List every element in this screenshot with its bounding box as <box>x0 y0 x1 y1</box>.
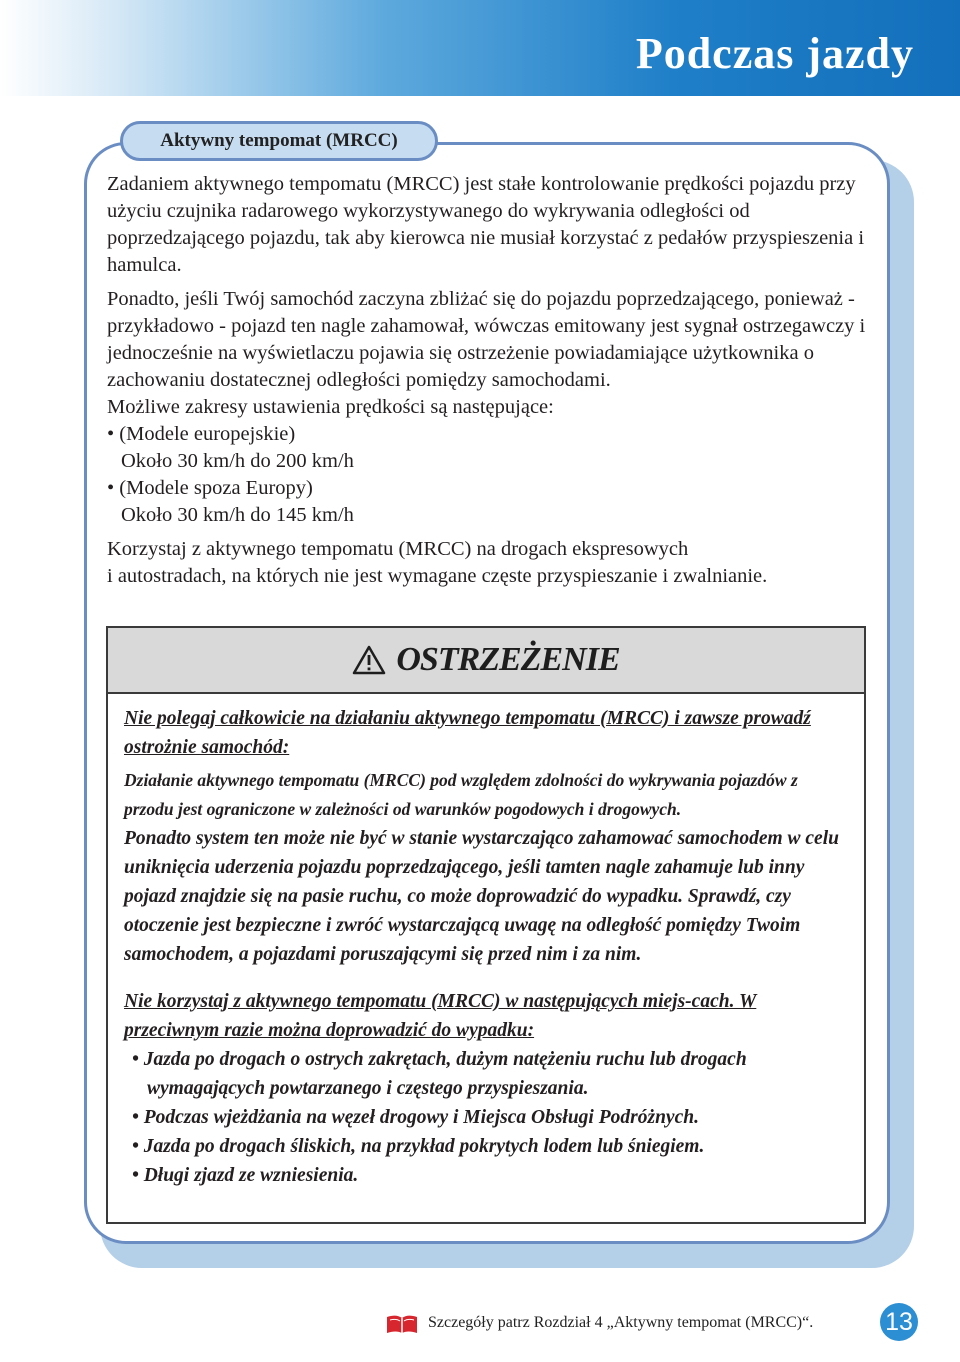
footer-reference: Szczegóły patrz Rozdział 4 „Aktywny tempomat (MRCC)“. <box>428 1314 814 1331</box>
page-title: Podczas jazdy <box>635 29 914 78</box>
range-european-value: Około 30 km/h do 200 km/h <box>121 450 354 472</box>
warning-bullet: • Długi zjazd ze wzniesienia. <box>132 1161 848 1190</box>
book-icon <box>386 1314 418 1334</box>
warning-detail-2: Ponadto system ten może nie być w stanie wystarczająco zahamować samochodem w celu uniknięcia uderzenia pojazdu poprzedzającego, jeśli tamten nagle zahamuje lub inny pojazd znajdzie się na pasie ruchu, co może doprowadzić do wypadku. Sprawdź, czy otoczenie jest bezpieczne i zwróć wystarczającą uwagę na odległość pomiędzy Twoim samochodem, a pojazdami poruszającymi się przed nim i za nim. <box>124 828 839 965</box>
warning-bullet: • Jazda po drogach o ostrych zakrętach, dużym natężeniu ruchu lub drogach wymagających powtarzanego i częstego przyspieszania. <box>132 1045 848 1103</box>
warning-header <box>108 628 864 694</box>
warning-signal-paragraph: Ponadto, jeśli Twój samochód zaczyna zbliżać się do pojazdu poprzedzającego, ponieważ - przykładowo - pojazd ten nagle zahamował, wówczas emitowany jest sygnał ostrzegawczy i jednocześnie na wyświetlaczu pojawia się ostrzeżenie powiadamiające użytkownika o zachowaniu dostatecznej odległości pomiędzy samochodami. <box>107 288 866 391</box>
warning-bullet: • Jazda po drogach śliskich, na przykład pokrytych lodem lub śniegiem. <box>132 1132 848 1161</box>
warning-title: OSTRZEŻENIE <box>396 641 620 678</box>
page-number: 13 <box>880 1303 918 1341</box>
intro-paragraph: Zadaniem aktywnego tempomatu (MRCC) jest stałe kontrolowanie prędkości pojazdu przy użyciu czujnika radarowego wykorzystywanego do wykrywania odległości od poprzedzającego pojazdu, tak aby kierowca nie musiał korzystać z pedałów przyspieszenia i hamulca. <box>107 173 865 276</box>
range-non-european-label: • (Modele spoza Europy) <box>107 477 313 499</box>
usage-line-2: i autostradach, na których nie jest wymagane częste przyspieszanie i zwalnianie. <box>107 565 768 587</box>
warning-box <box>106 626 866 1224</box>
warning-heading-1: Nie polegaj całkowicie na działaniu aktywnego tempomatu (MRCC) i zawsze prowadź ostrożnie samochód: <box>124 708 811 758</box>
warning-content <box>108 694 864 1190</box>
speed-range-intro: Możliwe zakresy ustawienia prędkości są następujące: <box>107 396 554 418</box>
page-header <box>0 0 960 96</box>
warning-bullet-list <box>124 1045 848 1190</box>
warning-bullet: • Podczas wjeżdżania na węzeł drogowy i Miejsca Obsługi Podróżnych. <box>132 1103 848 1132</box>
range-european-label: • (Modele europejskie) <box>107 423 296 445</box>
body-text <box>107 171 867 590</box>
warning-triangle-icon <box>352 645 386 675</box>
warning-detail-1: Działanie aktywnego tempomatu (MRCC) pod względem zdolności do wykrywania pojazdów z przodu jest ograniczone w zależności od warunków pogodowych i drogowych. <box>124 770 798 819</box>
range-non-european-value: Około 30 km/h do 145 km/h <box>121 504 354 526</box>
usage-line-1: Korzystaj z aktywnego tempomatu (MRCC) na drogach ekspresowych <box>107 538 689 560</box>
warning-heading-2: Nie korzystaj z aktywnego tempomatu (MRCC) w następujących miejs-cach. W przeciwnym razie można doprowadzić do wypadku: <box>124 991 757 1041</box>
section-tab: Aktywny tempomat (MRCC) <box>120 121 438 161</box>
